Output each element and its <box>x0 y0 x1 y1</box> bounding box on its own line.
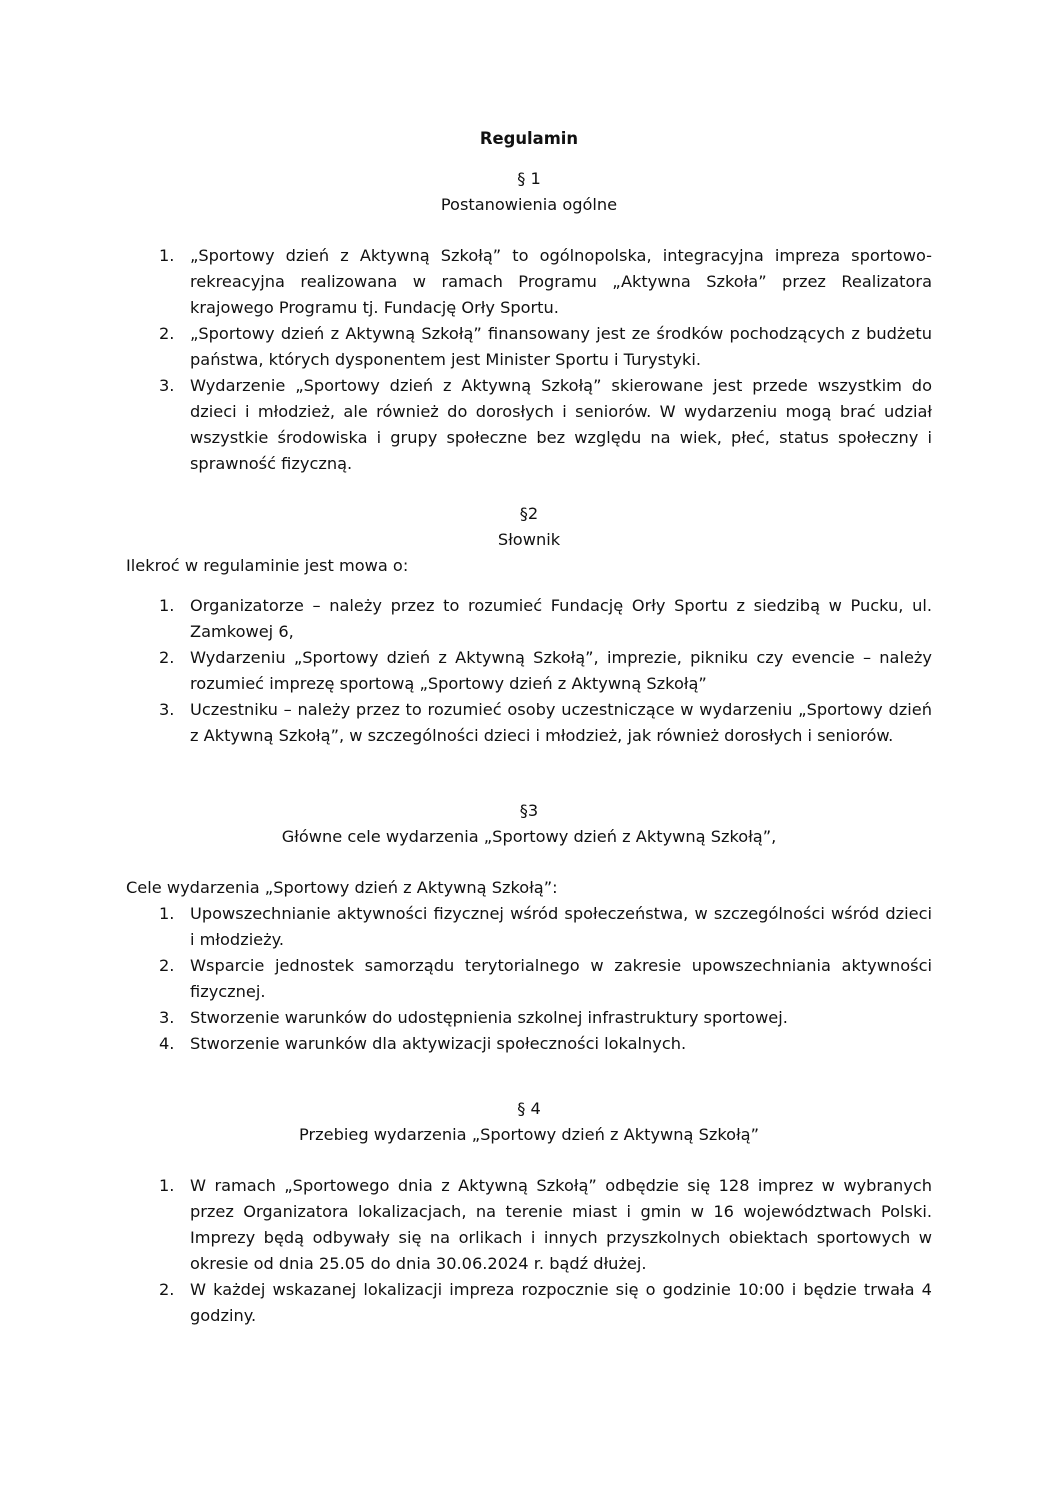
section-3-list <box>126 901 932 1057</box>
list-item-text: Upowszechnianie aktywności fizycznej wśród społeczeństwa, w szczególności wśród dzieci i młodzieży. <box>190 904 932 949</box>
list-item <box>126 243 932 321</box>
document-title: Regulamin <box>479 129 579 148</box>
list-item <box>126 321 932 373</box>
list-item-text: Stworzenie warunków dla aktywizacji społeczności lokalnych. <box>190 1034 687 1053</box>
list-item <box>126 1173 932 1277</box>
section-2-intro: Ilekroć w regulaminie jest mowa o: <box>126 556 409 575</box>
list-item-text: Wydarzeniu „Sportowy dzień z Aktywną Szkołą”, imprezie, pikniku czy evencie – należy rozumieć imprezę sportową „Sportowy dzień z Aktywną Szkołą” <box>190 648 932 693</box>
list-item-text: Stworzenie warunków do udostępnienia szkolnej infrastruktury sportowej. <box>190 1008 788 1027</box>
list-item <box>126 697 932 749</box>
list-item-number: 2. <box>159 324 175 343</box>
section-3-intro: Cele wydarzenia „Sportowy dzień z Aktywną Szkołą”: <box>126 878 558 897</box>
list-item <box>126 1005 932 1031</box>
list-item <box>126 645 932 697</box>
section-2-number: §2 <box>519 504 539 523</box>
section-1-number: § 1 <box>517 169 541 188</box>
list-item-text: „Sportowy dzień z Aktywną Szkołą” finansowany jest ze środków pochodzących z budżetu państwa, których dysponentem jest Minister Sportu i Turystyki. <box>190 324 932 369</box>
list-item-number: 3. <box>159 376 175 395</box>
list-item <box>126 953 932 1005</box>
list-item-number: 3. <box>159 1008 175 1027</box>
list-item <box>126 1277 932 1329</box>
list-item-number: 2. <box>159 956 175 975</box>
list-item-text: Wsparcie jednostek samorządu terytorialnego w zakresie upowszechniania aktywności fizycznej. <box>190 956 932 1001</box>
list-item-number: 3. <box>159 700 175 719</box>
section-4-list <box>126 1173 932 1329</box>
list-item-number: 4. <box>159 1034 175 1053</box>
section-4-number: § 4 <box>517 1099 541 1118</box>
section-3-number: §3 <box>519 801 539 820</box>
list-item <box>126 593 932 645</box>
section-3-heading: Główne cele wydarzenia „Sportowy dzień z Aktywną Szkołą”, <box>281 827 777 846</box>
list-item-text: W ramach „Sportowego dnia z Aktywną Szkołą” odbędzie się 128 imprez w wybranych przez Organizatora lokalizacjach, na terenie miast i gmin w 16 województwach Polski. Imprezy będą odbywały się na orlikach i innych przyszkolnych obiektach sportowych w okresie od dnia 25.05 do dnia 30.06.2024 r. bądź dłużej. <box>190 1176 932 1273</box>
list-item-number: 1. <box>159 904 175 923</box>
list-item-text: Uczestniku – należy przez to rozumieć osoby uczestniczące w wydarzeniu „Sportowy dzień z Aktywną Szkołą”, w szczególności dzieci i młodzież, jak również dorosłych i seniorów. <box>190 700 932 745</box>
list-item-number: 1. <box>159 246 175 265</box>
list-item <box>126 901 932 953</box>
list-item-text: Organizatorze – należy przez to rozumieć Fundację Orły Sportu z siedzibą w Pucku, ul. Zamkowej 6, <box>190 596 932 641</box>
section-4-heading: Przebieg wydarzenia „Sportowy dzień z Aktywną Szkołą” <box>299 1125 759 1144</box>
section-2-list <box>126 593 932 749</box>
list-item-number: 1. <box>159 596 175 615</box>
section-2-heading: Słownik <box>497 530 561 549</box>
section-1-list <box>126 243 932 477</box>
list-item-text: W każdej wskazanej lokalizacji impreza rozpocznie się o godzinie 10:00 i będzie trwała 4 godziny. <box>190 1280 932 1325</box>
list-item <box>126 1031 932 1057</box>
list-item-text: Wydarzenie „Sportowy dzień z Aktywną Szkołą” skierowane jest przede wszystkim do dzieci i młodzież, ale również do dorosłych i seniorów. W wydarzeniu mogą brać udział wszystkie środowiska i grupy społeczne bez względu na wiek, płeć, status społeczny i sprawność fizyczną. <box>190 376 932 473</box>
list-item-number: 2. <box>159 648 175 667</box>
list-item-number: 1. <box>159 1176 175 1195</box>
section-1-heading: Postanowienia ogólne <box>440 195 618 214</box>
list-item-number: 2. <box>159 1280 175 1299</box>
list-item-text: „Sportowy dzień z Aktywną Szkołą” to ogólnopolska, integracyjna impreza sportowo-rekreacyjna realizowana w ramach Programu „Aktywna Szkoła” przez Realizatora krajowego Programu tj. Fundację Orły Sportu. <box>190 246 932 317</box>
list-item <box>126 373 932 477</box>
